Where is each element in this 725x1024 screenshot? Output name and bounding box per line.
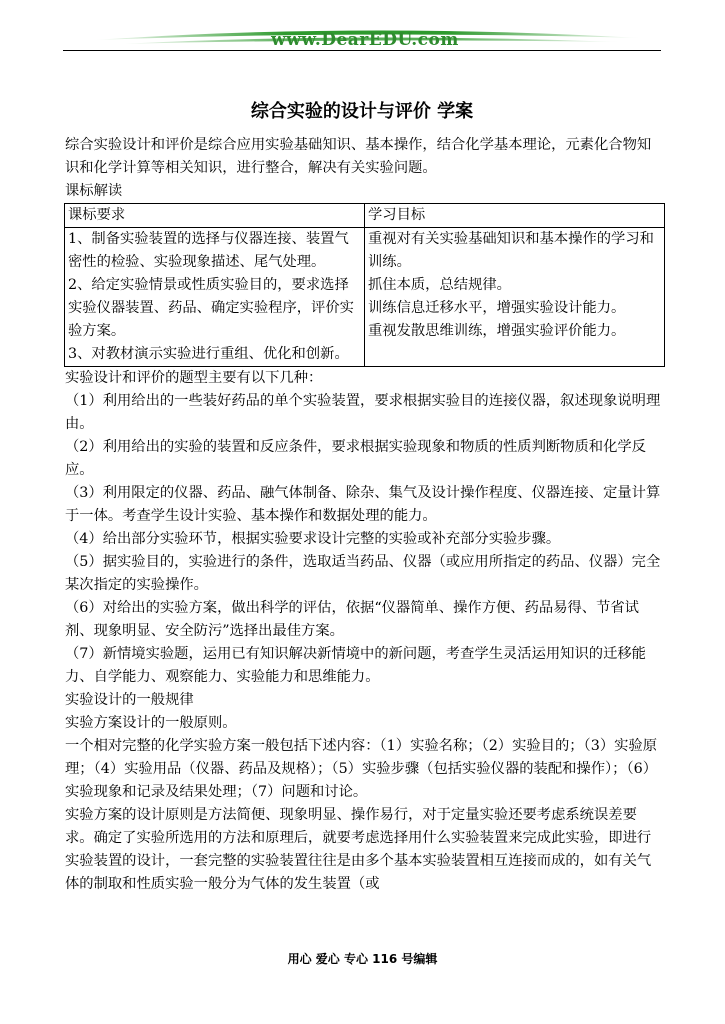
goal-item: 重视发散思维训练，增强实验评价能力。	[368, 323, 626, 339]
table-cell-goals	[365, 228, 665, 367]
site-url: www.DearEDU.com	[271, 30, 459, 50]
document-body	[65, 134, 661, 896]
list-item: （2）利用给出的实验的装置和反应条件，要求根据实验现象和物质的性质判断物质和化学反应。	[65, 439, 646, 478]
types-heading: 实验设计和评价的题型主要有以下几种：	[65, 370, 323, 386]
requirement-item: 3、对教材演示实验进行重组、优化和创新。	[68, 346, 349, 362]
table-header-cell: 课标要求	[65, 204, 365, 228]
goal-item: 重视对有关实验基础知识和基本操作的学习和训练。	[368, 231, 654, 270]
list-item: （1）利用给出的一些装好药品的单个实验装置，要求根据实验目的连接仪器，叙述现象说明理由。	[65, 393, 661, 432]
curriculum-table	[64, 203, 665, 367]
list-item: （4）给出部分实验环节，根据实验要求设计完整的实验或补充部分实验步骤。	[65, 531, 561, 547]
page-header	[0, 0, 725, 60]
goal-item: 抓住本质，总结规律。	[368, 277, 511, 293]
section-heading: 课标解读	[65, 183, 123, 199]
paragraph: 实验方案的设计原则是方法简便、现象明显、操作易行，对于定量实验还要考虑系统误差要求。确定了实验所选用的方法和原理后，就要考虑选择用什么实验装置来完成此实验，即进行实验装置的设计，一套完整的实验装置往往是由多个基本实验装置相互连接而成的，如有关气体的制取和性质实验一般分为气体的发生装置（或	[65, 807, 652, 892]
page-footer: 用心 爱心 专心 116 号编辑	[287, 952, 438, 966]
header-divider	[63, 50, 661, 51]
table-header-cell: 学习目标	[365, 204, 665, 228]
table-row	[65, 228, 665, 367]
requirement-item: 1、制备实验装置的选择与仪器连接、装置气密性的检验、实验现象描述、尾气处理。	[68, 231, 349, 270]
requirement-item: 2、给定实验情景或性质实验目的，要求选择实验仪器装置、药品、确定实验程序，评价实验方案。	[68, 277, 354, 339]
table-cell-requirements	[65, 228, 365, 367]
paragraph: 一个相对完整的化学实验方案一般包括下述内容：（1）实验名称；（2）实验目的；（3）实验原理；（4）实验用品（仪器、药品及规格）；（5）实验步骤（包括实验仪器的装配和操作）；（6）实验现象和记录及结果处理；（7）问题和讨论。	[65, 738, 658, 800]
subsection-heading: 实验方案设计的一般原则。	[65, 715, 237, 731]
intro-paragraph: 综合实验设计和评价是综合应用实验基础知识、基本操作，结合化学基本理论，元素化合物知识和化学计算等相关知识，进行整合，解决有关实验问题。	[65, 137, 652, 176]
list-item: （7）新情境实验题，运用已有知识解决新情境中的新问题，考查学生灵活运用知识的迁移能力、自学能力、观察能力、实验能力和思维能力。	[65, 646, 646, 685]
section-heading: 实验设计的一般规律	[65, 692, 194, 708]
page-title: 综合实验的设计与评价 学案	[250, 101, 474, 122]
list-item: （3）利用限定的仪器、药品、融气体制备、除杂、集气及设计操作程度、仪器连接、定量计算于一体。考查学生设计实验、基本操作和数据处理的能力。	[65, 485, 661, 524]
list-item: （6）对给出的实验方案，做出科学的评估，依据“仪器简单、操作方便、药品易得、节省试剂、现象明显、安全防污”选择出最佳方案。	[65, 600, 639, 639]
goal-item: 训练信息迁移水平，增强实验设计能力。	[368, 300, 626, 316]
list-item: （5）据实验目的，实验进行的条件，选取适当药品、仪器（或应用所指定的药品、仪器）完全某次指定的实验操作。	[65, 554, 661, 593]
table-header-row	[65, 204, 665, 228]
